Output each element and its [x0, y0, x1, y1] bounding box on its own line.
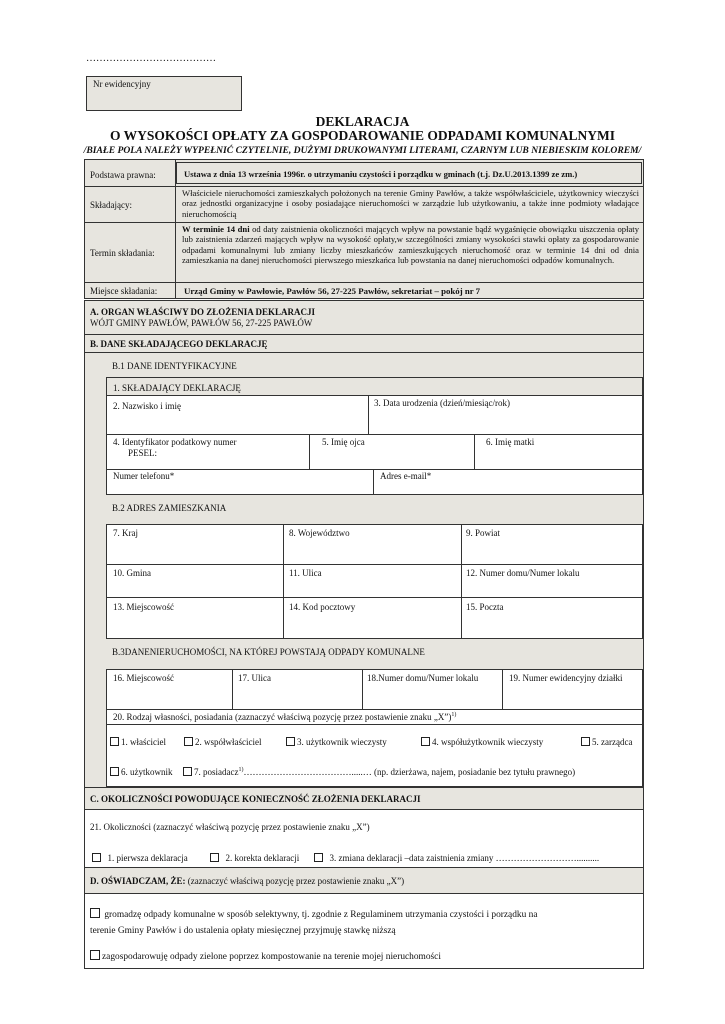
section-b-title: B. DANE SKŁADAJĄCEGO DEKLARACJĘ	[90, 339, 268, 349]
ownership-type-label: 20. Rodzaj własności, posiadania (zaznaczyć właściwą pozycję przez postawienie znaku „X”)$^{1)}$	[113, 712, 457, 722]
post-office-label: 15. Poczta	[466, 602, 504, 612]
property-town-label: 16. Miejscowość	[113, 673, 174, 683]
b3-title: B.3DANENIERUCHOMOŚCI, NA KTÓREJ POWSTAJĄ ODPADY KOMUNALNE	[112, 647, 425, 657]
statement-selective-cont: terenie Gminy Pawłów i do ustalenia opłaty miesięcznej przyjmuję stawkę niższą	[90, 926, 396, 936]
checkbox-correction[interactable]	[210, 853, 219, 862]
legal-basis-value: Ustawa z dnia 13 września 1996r. o utrzymaniu czystości i porządku w gminach (t.j. Dz.U.2013.1399 ze zm.)	[184, 169, 578, 179]
deadline-value: W terminie 14 dni od daty zaistnienia okoliczności mających wpływ na powstanie bądź wygaśnięcie obowiązku uiszczenia opłaty lub zaistnienia zdarzeń mających wpływ na wysokość opłaty,w szczególności zmiany wysokości stawki opłaty za gospodarowanie odpadami komunalnymi lub zmiany liczby mieszkańców zamieszkujących nieruchomość oraz w terminie 14 dni od dnia zamieszkania na danej nieruchomości pierwszego mieszkańca lub powstania na danej nieruchomości odpadów komunalnych.	[182, 224, 639, 266]
checkbox-change[interactable]	[314, 853, 323, 862]
house-number-label: 12. Numer domu/Numer lokalu	[466, 568, 580, 578]
email-label: Adres e-mail*	[380, 471, 432, 481]
page-subtitle: O WYSOKOŚCI OPŁATY ZA GOSPODAROWANIE ODPADAMI KOMUNALNYMI	[109, 128, 616, 143]
tax-id-label: 4. Identyfikator podatkowy numer	[113, 437, 237, 447]
ownership-manager[interactable]: 5. zarządca	[581, 737, 632, 747]
checkbox-composting[interactable]	[90, 950, 100, 960]
voivodeship-label: 8. Województwo	[289, 528, 350, 538]
registration-number-box[interactable]	[86, 76, 242, 111]
b1-title: B.1 DANE IDENTYFIKACYJNE	[112, 361, 237, 371]
page-title: DEKLARACJA	[315, 114, 410, 129]
ownership-holder[interactable]: 7. posiadacz$^{1)}$……………………………….....… (np. dzierżawa, najem, posiadanie bez tytułu prawnego)	[183, 767, 575, 777]
street-label: 11. Ulica	[289, 568, 322, 578]
section-c-title: C. OKOLICZNOŚCI POWODUJĄCE KONIECZNOŚĆ ZŁOŻENIA DEKLARACJI	[90, 794, 421, 804]
place-value: Urząd Gminy w Pawłowie, Pawłów 56, 27-225 Pawłów, sekretariat – pokój nr 7	[184, 286, 481, 296]
postal-code-label: 14. Kod pocztowy	[289, 602, 356, 612]
country-label: 7. Kraj	[113, 528, 138, 538]
checkbox-first-declaration[interactable]	[92, 853, 101, 862]
section-d-title: D. OŚWIADCZAM, ŻE: (zaznaczyć właściwą pozycję przez postawienie znaku „X”)	[90, 876, 405, 886]
place-label: Miejsce składania:	[90, 286, 158, 296]
county-label: 9. Powiat	[466, 528, 501, 538]
birth-date-label: 3. Data urodzenia (dzień/miesiąc/rok)	[374, 398, 510, 408]
checkbox-user[interactable]	[110, 767, 119, 776]
checkbox-holder[interactable]	[183, 767, 192, 776]
b2-title: B.2 ADRES ZAMIESZKANIA	[112, 503, 227, 513]
checkbox-perpetual-user[interactable]	[286, 737, 295, 746]
ownership-owner[interactable]: 1. właściciel	[110, 737, 166, 747]
plot-number-label: 19. Numer ewidencyjny działki	[509, 673, 623, 683]
property-house-number-label: 18.Numer domu/Numer lokalu	[367, 673, 479, 683]
filer-type-label: 1. SKŁADAJĄCY DEKLARACJĘ	[113, 383, 241, 393]
deadline-label: Termin składania:	[90, 248, 155, 258]
statement-composting[interactable]: zagospodarowuję odpady zielone poprzez kompostowanie na terenie mojej nieruchomości	[90, 950, 441, 962]
checkbox-owner[interactable]	[110, 737, 119, 746]
ownership-co-perpetual-user[interactable]: 4. współużytkownik wieczysty	[421, 737, 543, 747]
option-change[interactable]: 3. zmiana deklaracji –data zaistnienia zmiany ………………………..........	[314, 853, 599, 863]
registration-number-label: Nr ewidencyjny	[93, 79, 151, 89]
property-street-label: 17. Ulica	[238, 673, 271, 683]
checkbox-co-perpetual-user[interactable]	[421, 737, 430, 746]
filer-value: Właściciele nieruchomości zamieszkałych położonych na terenie Gminy Pawłów, a także współwłaściciele, użytkownicy wieczyści oraz jednostki organizacyjne i osoby posiadające nieruchomości w zarządzie lub użytkowaniu, a także inne podmioty władające nieruchomością	[182, 188, 639, 219]
dotted-signature-line: …………………………………	[86, 53, 216, 64]
section-a-value: WÓJT GMINY PAWŁÓW, PAWŁÓW 56, 27-225 PAWŁÓW	[90, 318, 313, 328]
filer-label: Składający:	[90, 200, 132, 210]
town-label: 13. Miejscowość	[113, 602, 174, 612]
checkbox-manager[interactable]	[581, 737, 590, 746]
pesel-label: PESEL:	[128, 448, 158, 458]
mother-name-label: 6. Imię matki	[486, 437, 535, 447]
checkbox-co-owner[interactable]	[184, 737, 193, 746]
ownership-co-owner[interactable]: 2. współwłaściciel	[184, 737, 262, 747]
commune-label: 10. Gmina	[113, 568, 151, 578]
option-correction[interactable]: 2. korekta deklaracji	[210, 853, 299, 863]
section-a-title: A. ORGAN WŁAŚCIWY DO ZŁOŻENIA DEKLARACJI	[90, 307, 316, 317]
checkbox-selective[interactable]	[90, 908, 100, 918]
phone-label: Numer telefonu*	[113, 471, 175, 481]
father-name-label: 5. Imię ojca	[322, 437, 365, 447]
ownership-perpetual-user[interactable]: 3. użytkownik wieczysty	[286, 737, 387, 747]
surname-name-label: 2. Nazwisko i imię	[113, 401, 181, 411]
legal-basis-label: Podstawa prawna:	[90, 170, 156, 180]
ownership-user[interactable]: 6. użytkownik	[110, 767, 173, 777]
circumstances-label: 21. Okoliczności (zaznaczyć właściwą pozycję przez postawienie znaku „X”)	[90, 822, 370, 832]
option-first-declaration[interactable]: 1. pierwsza deklaracja	[92, 853, 188, 863]
fill-instructions: /BIAŁE POLA NALEŻY WYPEŁNIĆ CZYTELNIE, DUŻYMI DRUKOWANYMI LITERAMI, CZARNYM LUB NIEBIESKIM KOLOREM/	[83, 145, 642, 156]
statement-selective[interactable]: gromadzę odpady komunalne w sposób selektywny, tj. zgodnie z Regulaminem utrzymania czystości i porządku na	[90, 908, 537, 920]
